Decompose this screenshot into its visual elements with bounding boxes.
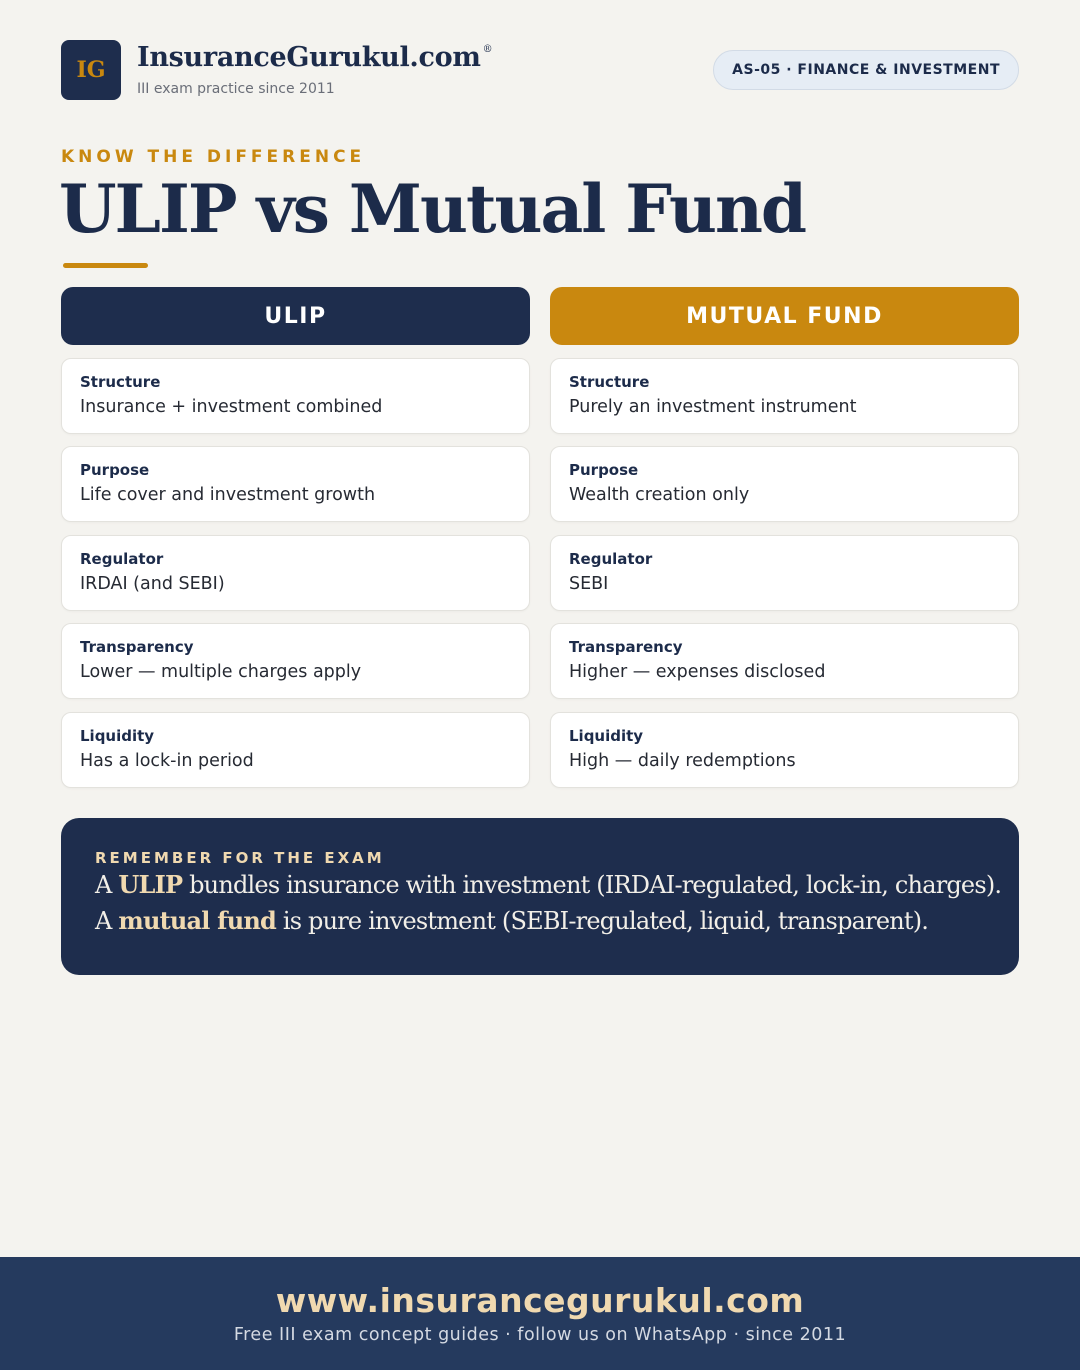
brand-tagline: III exam practice since 2011	[137, 81, 335, 97]
exam-remember-box	[61, 818, 1019, 975]
section-tag-badge: AS-05 · FINANCE & INVESTMENT	[713, 50, 1019, 90]
card-label: Transparency	[80, 638, 194, 656]
remember-line-mutual-fund	[95, 903, 985, 939]
mf-transparency-card	[550, 623, 1019, 699]
eyebrow-label: KNOW THE DIFFERENCE	[61, 147, 366, 167]
card-label: Purpose	[80, 461, 150, 479]
ulip-purpose-card	[61, 446, 530, 522]
card-label: Liquidity	[80, 726, 155, 745]
brand-name[interactable]	[137, 42, 492, 73]
mf-purpose-card	[550, 446, 1019, 522]
ulip-transparency-card	[61, 623, 530, 699]
title-underline	[63, 263, 148, 268]
mf-structure-card	[550, 358, 1019, 434]
card-label: Structure	[569, 372, 650, 391]
mf-liquidity-card	[550, 712, 1019, 788]
page-header	[61, 40, 1019, 102]
ulip-liquidity-card	[61, 712, 530, 788]
registered-mark: ®	[482, 44, 493, 55]
remember-text: is pure investment (SEBI-regulated, liquid, transparent).	[275, 907, 929, 935]
footer-tagline: Free III exam concept guides · follow us on WhatsApp · since 2011	[233, 1325, 847, 1345]
footer-url-link[interactable]: www.insurancegurukul.com	[275, 1281, 805, 1320]
page-footer	[0, 1257, 1080, 1370]
ulip-structure-card	[61, 358, 530, 434]
ulip-column-header: ULIP	[61, 287, 530, 345]
brand-name-text: InsuranceGurukul.com	[137, 42, 481, 73]
mutual-fund-column	[550, 287, 1019, 788]
ulip-column	[61, 287, 530, 788]
card-value: Insurance + investment combined	[80, 396, 383, 417]
card-label: Regulator	[569, 549, 653, 568]
remember-line-ulip	[95, 867, 1002, 903]
card-value: Life cover and investment growth	[80, 485, 376, 505]
remember-highlight: ULIP	[118, 870, 183, 899]
card-value: IRDAI (and SEBI)	[80, 573, 225, 594]
card-label: Transparency	[569, 638, 683, 656]
remember-text: A	[95, 907, 119, 935]
card-label: Purpose	[569, 461, 639, 479]
remember-text: A	[95, 871, 119, 899]
remember-label: REMEMBER FOR THE EXAM	[95, 849, 385, 867]
card-label: Structure	[80, 372, 161, 391]
card-value: Has a lock-in period	[80, 750, 254, 771]
ulip-regulator-card	[61, 535, 530, 611]
brand-logo[interactable]: IG	[61, 40, 121, 100]
remember-text: bundles insurance with investment (IRDAI-regulated, lock-in, charges).	[182, 871, 1002, 899]
card-value: High — daily redemptions	[569, 750, 796, 771]
card-label: Liquidity	[569, 726, 644, 745]
mutual-fund-column-header: MUTUAL FUND	[550, 287, 1019, 345]
card-label: Regulator	[80, 549, 164, 568]
card-value: Wealth creation only	[569, 485, 750, 505]
card-value: Purely an investment instrument	[569, 396, 857, 417]
card-value: Higher — expenses disclosed	[569, 662, 826, 682]
card-value: SEBI	[569, 573, 609, 594]
mf-regulator-card	[550, 535, 1019, 611]
card-value: Lower — multiple charges apply	[80, 662, 362, 682]
remember-highlight: mutual fund	[118, 906, 276, 935]
page-title: ULIP vs Mutual Fund	[59, 170, 806, 248]
